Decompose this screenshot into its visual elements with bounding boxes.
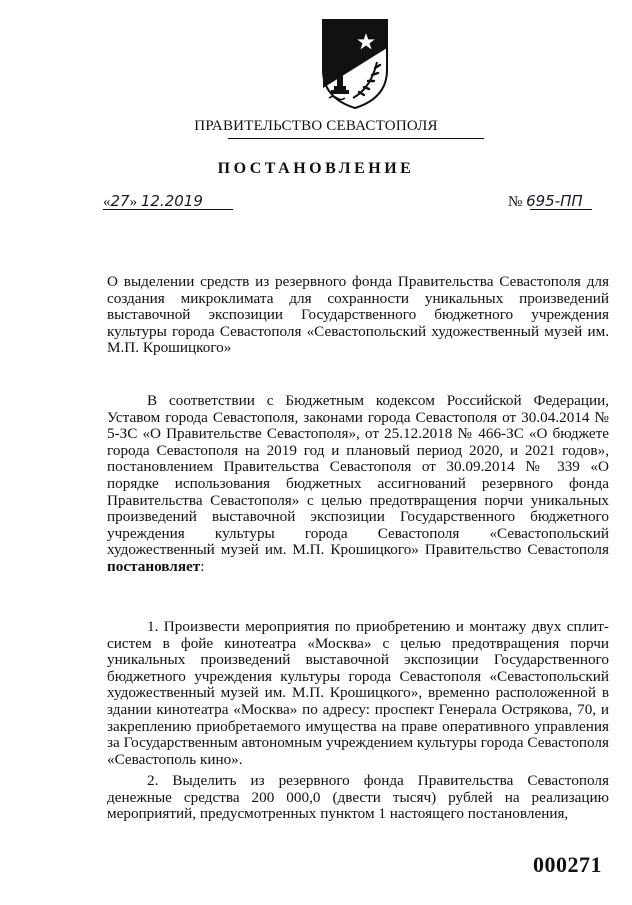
preamble-text: В соответствии с Бюджетным кодексом Российской Федерации, Уставом города Севастополя, законами города Севастополя от 30.04.2014 № 5-ЗС «О Правительстве Севастополя», от 25.12.2018 № 466-ЗС «О бюджете города Севастополя на 2019 год и плановый период 2020, и 2021 годов», постановлением Правительства Севастополя от 30.09.2014 № 339 «О порядке использования бюджетных ассигнований резервного фонда Правительства Севастополя» с целью предотвращения порчи уникальных произведений выставочной экспозиции Государственного бюджетного учреждения культуры города Севастополя «Севастопольский художественный музей им. М.П. Крошицкого» Правительство Севастополя xyxy=(107,392,609,559)
preamble-paragraph xyxy=(107,393,609,576)
date-quote-open: « xyxy=(103,194,111,210)
sevastopol-coat-of-arms-icon xyxy=(319,18,391,110)
serial-number: 000271 xyxy=(533,852,602,877)
date-month-year: 12.2019 xyxy=(140,192,203,210)
clause-2: 2. Выделить из резервного фонда Правительства Севастополя денежные средства 200 000,0 (двести тысяч) рублей на реализацию мероприятий, предусмотренных пунктом 1 настоящего постановления, xyxy=(107,772,609,823)
document-subject: О выделении средств из резервного фонда Правительства Севастополя для создания микроклимата для сохранности уникальных произведений выставочной экспозиции Государственного бюджетного учреждения культуры города Севастополя «Севастопольский художественный музей им. М.П. Крошицкого» xyxy=(107,273,609,357)
document-type-title: ПОСТАНОВЛЕНИЕ xyxy=(217,160,415,177)
document-date xyxy=(103,192,233,212)
document-number xyxy=(508,192,588,212)
decree-colon: : xyxy=(200,557,205,575)
date-day: 27 xyxy=(110,192,130,210)
clause-1: 1. Произвести мероприятия по приобретению и монтажу двух сплит-систем в фойе кинотеатра «Москва» с целью предотвращения порчи уникальных произведений выставочной экспозиции Государственного бюджетного учреждения культуры города Севастополя «Севастопольский художественный музей им. М.П. Крошицкого», временно расположенной в здании кинотеатра «Москва» по адресу: проспект Генерала Острякова, 70, и закреплению приобретаемого имущества на праве оперативного управления за Государственным автономным учреждением культуры города Севастополя «Севастополь кино». xyxy=(107,618,609,768)
date-quote-close: » xyxy=(129,194,138,210)
header-divider xyxy=(228,138,484,139)
date-underline xyxy=(103,209,233,210)
government-name: ПРАВИТЕЛЬСТВО СЕВАСТОПОЛЯ xyxy=(194,118,438,134)
number-value: 695-ПП xyxy=(526,192,583,210)
decree-word: постановляет xyxy=(107,557,201,575)
number-sign: № xyxy=(508,194,523,210)
number-underline xyxy=(530,209,592,210)
